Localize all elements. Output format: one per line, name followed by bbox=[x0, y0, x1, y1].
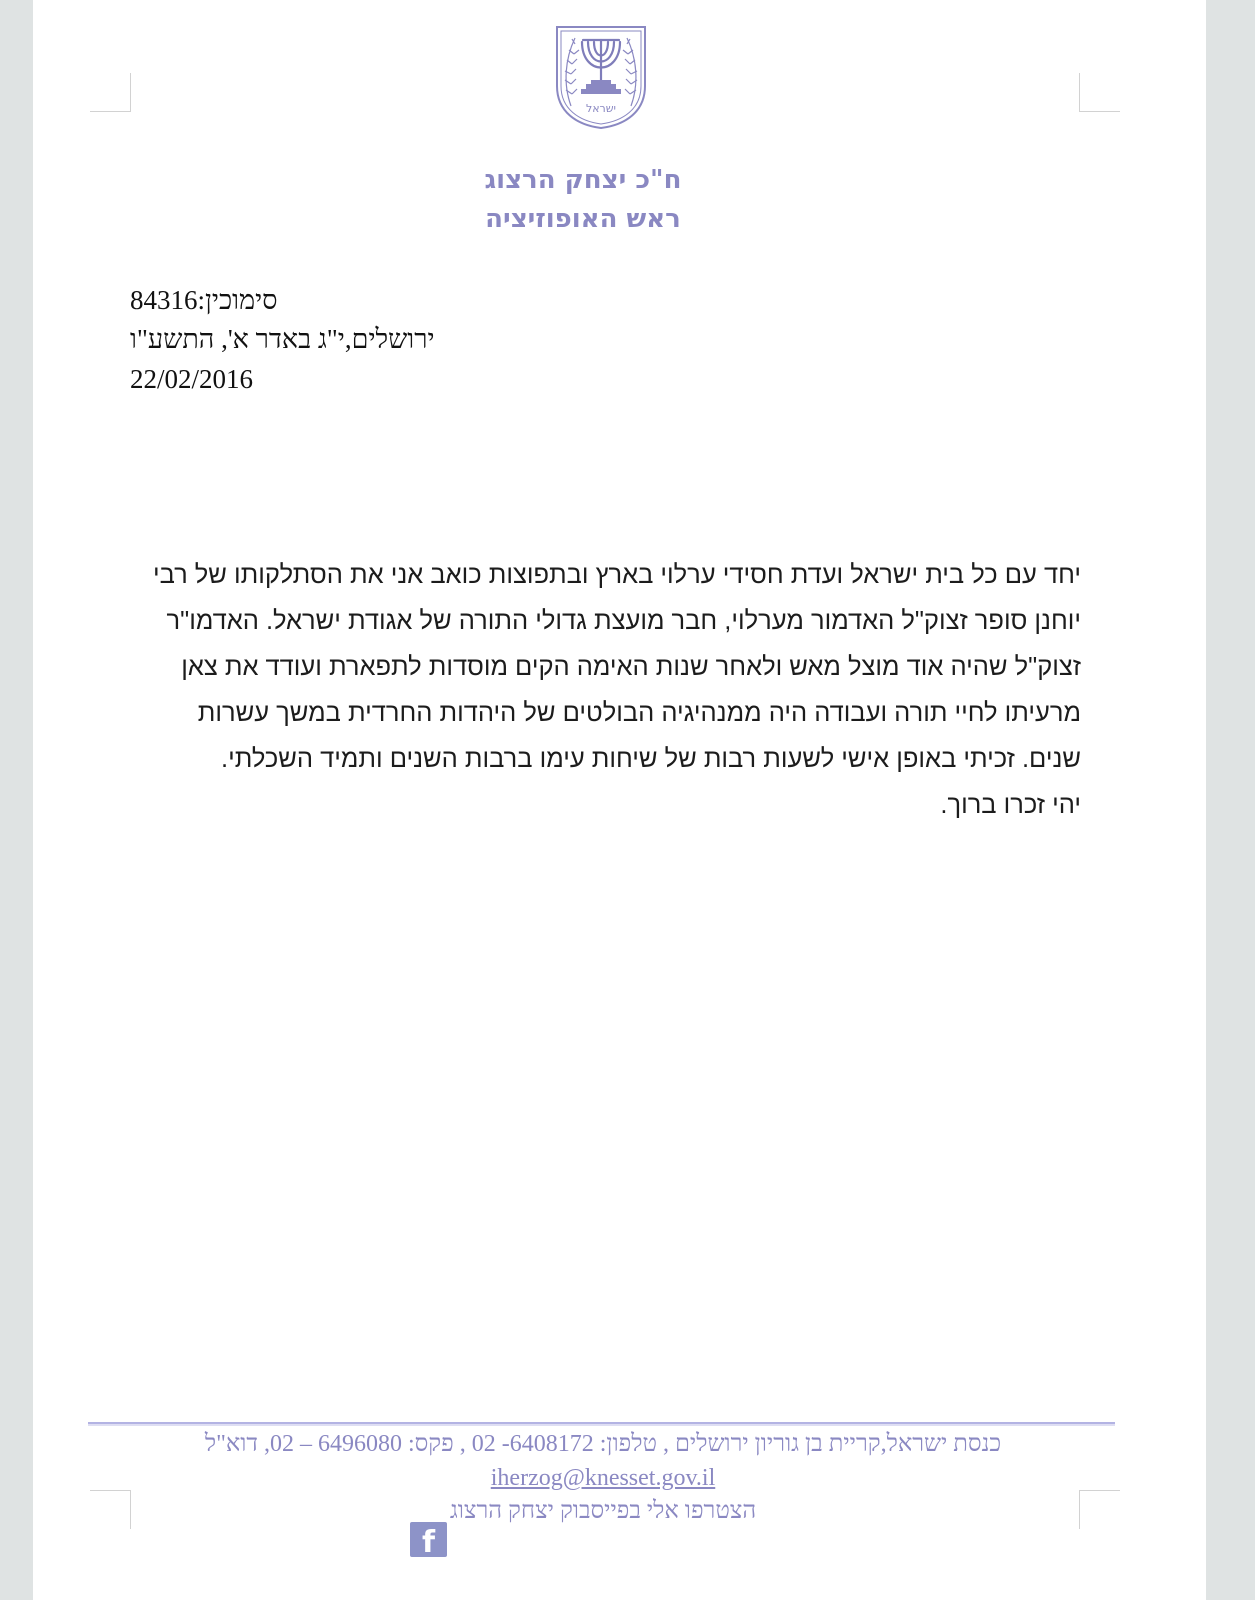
letter-page bbox=[33, 0, 1206, 1600]
footer-address: כנסת ישראל,קריית בן גוריון ירושלים , טלפון: 6408172- 02 , פקס: 6496080 – 02, דוא"ל bbox=[204, 1431, 1002, 1457]
facebook-icon[interactable] bbox=[410, 1522, 447, 1560]
letter-body bbox=[133, 552, 1081, 828]
member-name: ח"כ יצחק הרצוג bbox=[484, 165, 682, 195]
facebook-letter: f bbox=[421, 1525, 436, 1560]
state-emblem-icon bbox=[553, 24, 649, 130]
body-paragraph: יחד עם כל בית ישראל ועדת חסידי ערלוי בארץ ובתפוצות כואב אני את הסתלקותו של רבי יוחנן סופר זצוק"ל האדמור מערלוי, חבר מועצת גדולי התורה של אגודת ישראל. האדמו"ר זצוק"ל שהיה אוד מוצל מאש ולאחר שנות האימה הקים מוסדות לתפארת ועודד את צאן מרעיתו לחיי תורה ועבודה היה ממנהיגיה הבולטים של היהדות החרדית במשך עשרות שנים. זכיתי באופן אישי לשעות רבות של שיחות עימו ברבות השנים ותמיד השכלתי. bbox=[152, 561, 1081, 773]
reference-number: 84316:סימוכין bbox=[130, 285, 278, 315]
emblem-lettering: ישראל bbox=[585, 102, 617, 115]
crop-mark-top-right bbox=[1079, 73, 1120, 112]
body-closing: יהי זכרו ברוך. bbox=[940, 791, 1081, 819]
footer-email-line bbox=[93, 1462, 1113, 1494]
hebrew-date: ירושלים,י"ג באדר א', התשע"ו bbox=[130, 324, 435, 354]
crop-mark-top-left bbox=[90, 73, 131, 112]
member-title: ראש האופוזיציה bbox=[485, 204, 681, 234]
footer-facebook-text: הצטרפו אלי בפייסבוק יצחק הרצוג bbox=[449, 1498, 757, 1524]
email-link[interactable]: iherzog@knesset.gov.il bbox=[490, 1465, 716, 1491]
footer-divider bbox=[88, 1422, 1115, 1424]
gregorian-date: 22/02/2016 bbox=[130, 364, 254, 394]
